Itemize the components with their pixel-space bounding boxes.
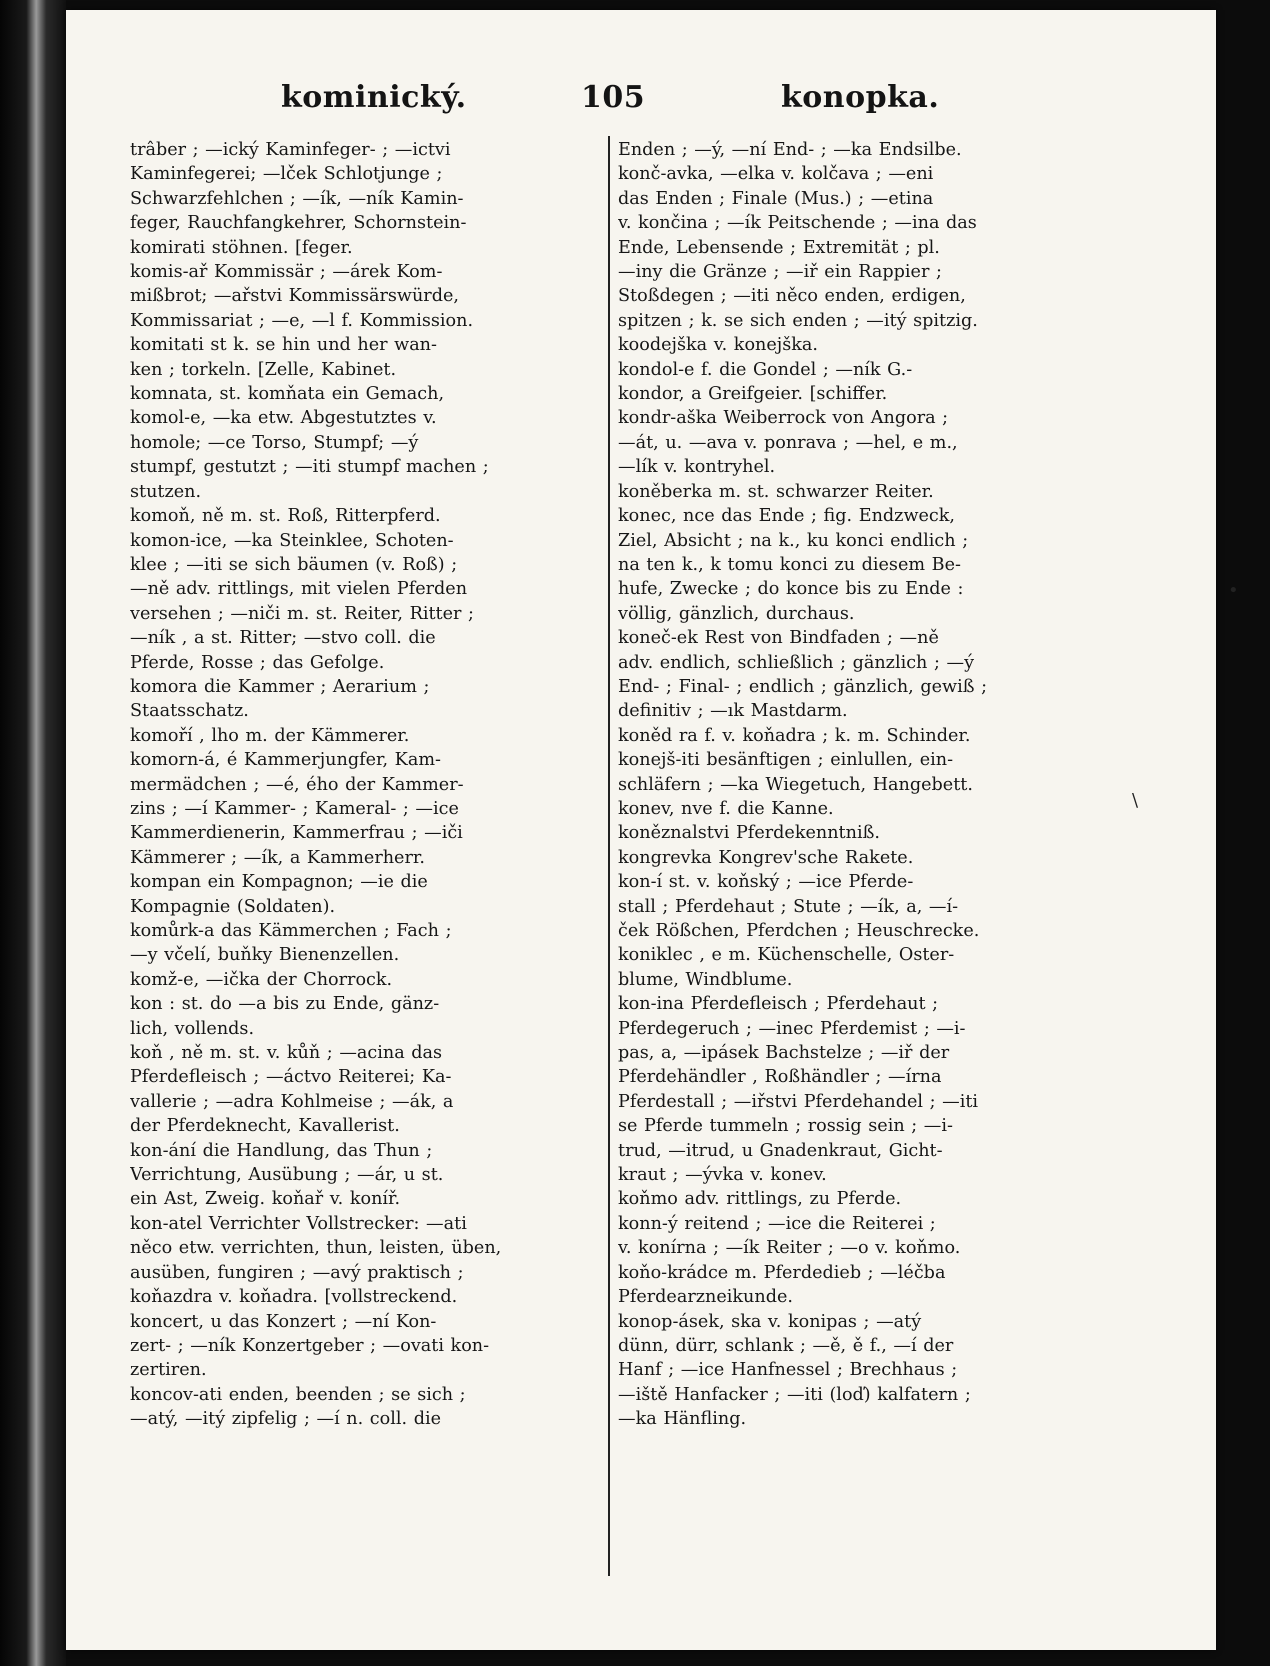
entry-line: homole; —ce Torso, Stumpf; —ý [130,432,419,453]
right-headword: konopka. [781,80,940,115]
page-number: 105 [581,80,646,115]
entry-line: komon-ice, —ka Steinklee, Schoten- [130,530,454,551]
entry-line: lich, vollends. [130,1018,255,1039]
entry-line: spitzen ; k. se sich enden ; —itý spitzig. [618,310,978,331]
entry-line: koňo-krádce m. Pferdedieb ; —léčba [618,1262,946,1283]
entry-line: Staatsschatz. [130,701,249,722]
entry-line: konec, nce das Ende ; fig. Endzweck, [618,506,956,527]
entry-line: Enden ; —ý, —ní End- ; —ka Endsilbe. [618,140,962,160]
entry-line: das Enden ; Finale (Mus.) ; —etina [618,188,934,209]
entry-line: trâber ; —ický Kaminfeger- ; —ictvi [130,140,451,160]
entry-line: mermädchen ; —é, ého der Kammer- [130,774,464,795]
entry-line: klee ; —iti se sich bäumen (v. Roß) ; [130,554,458,575]
entry-line: Pferdegeruch ; —inec Pferdemist ; —i- [618,1018,966,1039]
entry-line: ček Rößchen, Pferdchen ; Heuschrecke. [618,921,980,941]
entry-line: Kompagnie (Soldaten). [130,896,336,917]
entry-line: —ně adv. rittlings, mit vielen Pferden [130,579,468,600]
left-column [130,138,620,1432]
entry-line: Verrichtung, Ausübung ; —ár, u st. [130,1165,444,1186]
entry-line: ausüben, fungiren ; —avý praktisch ; [130,1262,464,1283]
entry-line: Ziel, Absicht ; na k., ku konci endlich ; [618,530,969,551]
entry-line: stall ; Pferdehaut ; Stute ; —ík, a, —í- [618,896,959,917]
entry-line: kon-ina Pferdefleisch ; Pferdehaut ; [618,994,939,1015]
entry-line: —ník , a st. Ritter; —stvo coll. die [130,628,436,649]
entry-line: kon : st. do —a bis zu Ende, gänz- [130,994,440,1015]
entry-line: komnata, st. komňata ein Gemach, [130,384,445,405]
entry-line: konn-ý reitend ; —ice die Reiterei ; [618,1213,936,1234]
entry-line: definitiv ; —ık Mastdarm. [618,701,848,722]
entry-line: pas, a, —ipásek Bachstelze ; —iř der [618,1043,950,1064]
entry-line: kongrevka Kongrev'sche Rakete. [618,847,914,868]
entry-line: koněznalstvi Pferdekenntniß. [618,823,880,844]
entry-line: komoň, ně m. st. Roß, Ritterpferd. [130,506,441,527]
entry-line: hufe, Zwecke ; do konce bis zu Ende : [618,579,964,600]
page-header [66,80,1216,130]
entry-line: vallerie ; —adra Kohlmeise ; —ák, a [130,1091,454,1112]
entry-line: feger, Rauchfangkehrer, Schornstein- [130,213,467,234]
entry-line: Pferde, Rosse ; das Gefolge. [130,652,385,673]
entry-line: koodejška v. konejška. [618,335,819,356]
entry-line: zert- ; —ník Konzertgeber ; —ovati kon- [130,1335,490,1356]
entry-line: Kaminfegerei; —lček Schlotjunge ; [130,164,443,185]
entry-line: Pferdefleisch ; —áctvo Reiterei; Ka- [130,1067,452,1088]
entry-line: End- ; Final- ; endlich ; gänzlich, gewiß ; [618,676,987,697]
entry-line: mißbrot; —ařstvi Kommissärswürde, [130,286,459,307]
entry-line: Ende, Lebensende ; Extremität ; pl. [618,237,940,258]
entry-line: —ka Hänfling. [618,1409,747,1430]
left-headword: kominický. [281,80,467,115]
entry-line: komž-e, —ička der Chorrock. [130,969,393,990]
entry-line: —y včelí, buňky Bienenzellen. [130,945,400,966]
entry-line: völlig, gänzlich, durchaus. [618,603,855,624]
entry-line: —iny die Gränze ; —iř ein Rappier ; [618,262,942,283]
entry-line: der Pferdeknecht, Kavallerist. [130,1116,400,1137]
entry-line: koncov-ati enden, beenden ; se sich ; [130,1384,466,1405]
entry-line: ken ; torkeln. [Zelle, Kabinet. [130,359,397,380]
entry-line: Kammerdienerin, Kammerfrau ; —iči [130,823,463,844]
entry-line: komitati st k. se hin und her wan- [130,335,437,356]
entry-line: versehen ; —niči m. st. Reiter, Ritter ; [130,603,474,624]
entry-line: kondol-e f. die Gondel ; —ník G.- [618,359,913,380]
entry-line: Kommissariat ; —e, —l f. Kommission. [130,310,474,331]
entry-line: komoří , lho m. der Kämmerer. [130,725,410,746]
entry-line: stutzen. [130,481,202,502]
entry-line: komorn-á, é Kammerjungfer, Kam- [130,750,441,771]
scan-left-edge [0,0,66,1666]
entry-line: komirati stöhnen. [feger. [130,237,353,258]
entry-line: konejš-iti besänftigen ; einlullen, ein- [618,750,954,771]
entry-line: —iště Hanfacker ; —iti (loď) kalfatern ; [618,1384,971,1405]
entry-line: koniklec , e m. Küchenschelle, Oster- [618,945,955,966]
entry-line: zins ; —í Kammer- ; Kameral- ; —ice [130,798,459,819]
entry-line: Schwarzfehlchen ; —ík, —ník Kamin- [130,188,464,209]
entry-line: stumpf, gestutzt ; —iti stumpf machen ; [130,457,489,478]
entry-line: na ten k., k tomu konci zu diesem Be- [618,554,961,575]
entry-line: komora die Kammer ; Aerarium ; [130,676,430,697]
entry-line: kon-atel Verrichter Vollstrecker: —ati [130,1213,467,1234]
entry-line: něco etw. verrichten, thun, leisten, üben, [130,1238,502,1259]
entry-line: kraut ; —ývka v. konev. [618,1165,827,1186]
entry-line: Pferdearzneikunde. [618,1287,793,1308]
entry-line: —lík v. kontryhel. [618,457,776,478]
scan-speck: \ [1132,790,1139,811]
entry-line: schläfern ; —ka Wiegetuch, Hangebett. [618,774,973,795]
entry-line: Pferdestall ; —iřstvi Pferdehandel ; —iti [618,1091,979,1112]
entry-line: blume, Windblume. [618,969,793,990]
entry-line: koncert, u das Konzert ; —ní Kon- [130,1311,437,1332]
entry-line: ein Ast, Zweig. koňař v. koníř. [130,1189,401,1210]
entry-line: konev, nve f. die Kanne. [618,798,834,819]
entry-line: —át, u. —ava v. ponrava ; —hel, e m., [618,432,958,453]
entry-line: komis-ař Kommissär ; —árek Kom- [130,262,443,283]
dictionary-page [66,10,1216,1650]
entry-line: se Pferde tummeln ; rossig sein ; —i- [618,1116,953,1137]
entry-line: koňazdra v. koňadra. [vollstreckend. [130,1287,458,1308]
entry-line: kondor, a Greifgeier. [schiffer. [618,384,888,405]
entry-line: v. konírna ; —ík Reiter ; —o v. koňmo. [618,1238,961,1259]
entry-line: koňmo adv. rittlings, zu Pferde. [618,1189,902,1210]
entry-line: adv. endlich, schließlich ; gänzlich ; —ý [618,652,975,673]
entry-line: koň , ně m. st. v. kůň ; —acina das [130,1043,443,1064]
entry-line: trud, —itrud, u Gnadenkraut, Gicht- [618,1140,943,1161]
entry-line: Stoßdegen ; —iti něco enden, erdigen, [618,286,966,307]
entry-line: komol-e, —ka etw. Abgestutztes v. [130,408,437,429]
entry-line: koneč-ek Rest von Bindfaden ; —ně [618,628,939,649]
entry-line: Pferdehändler , Roßhändler ; —írna [618,1067,942,1088]
entry-line: v. končina ; —ík Peitschende ; —ina das [618,213,977,234]
entry-line: komůrk-a das Kämmerchen ; Fach ; [130,921,452,941]
entry-line: Kämmerer ; —ík, a Kammerherr. [130,847,425,868]
entry-line: dünn, dürr, schlank ; —ě, ě f., —í der [618,1335,954,1356]
column-divider [608,136,610,1576]
right-column [618,138,1108,1432]
entry-line: —atý, —itý zipfelig ; —í n. coll. die [130,1409,441,1430]
scan-speck: • [1228,580,1239,601]
entry-line: konč-avka, —elka v. kolčava ; —eni [618,164,934,185]
entry-line: kompan ein Kompagnon; —ie die [130,872,428,893]
entry-line: kondr-aška Weiberrock von Angora ; [618,408,949,429]
entry-line: zertiren. [130,1360,207,1381]
entry-line: konop-ásek, ska v. konipas ; —atý [618,1311,922,1332]
entry-line: kon-í st. v. koňský ; —ice Pferde- [618,872,914,893]
entry-line: Hanf ; —ice Hanfnessel ; Brechhaus ; [618,1360,958,1381]
entry-line: kon-ání die Handlung, das Thun ; [130,1140,433,1161]
entry-line: koněd ra f. v. koňadra ; k. m. Schinder. [618,725,971,746]
entry-line: koněberka m. st. schwarzer Reiter. [618,481,934,502]
